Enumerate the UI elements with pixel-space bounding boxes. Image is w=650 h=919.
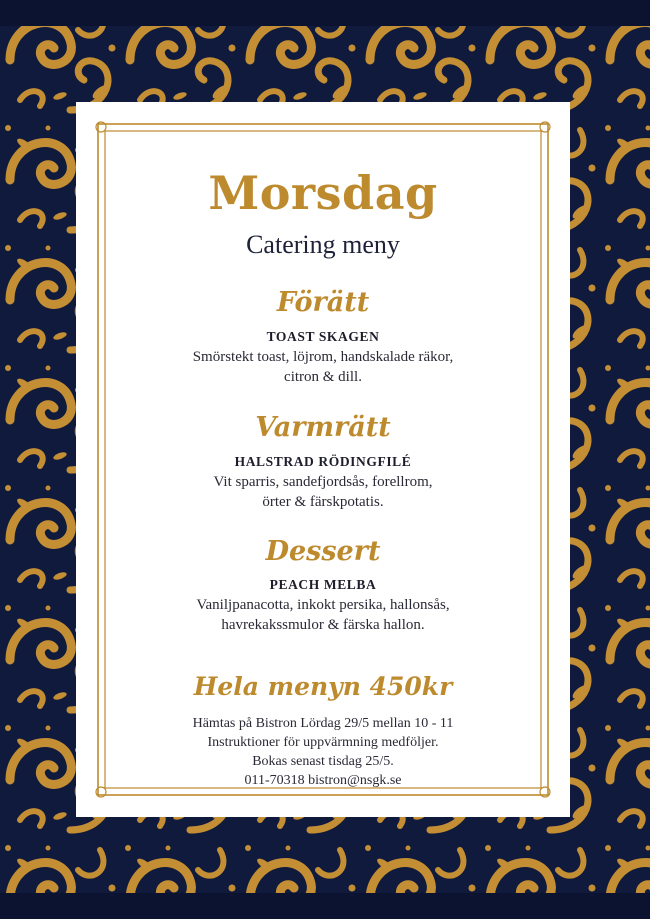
description-line: Vit sparris, sandefjordsås, forellrom, [213,474,433,490]
pickup-time-line: Hämtas på Bistron Lördag 29/5 mellan 10 - 11 [192,716,454,731]
dish-name-rodingfile: HALSTRAD RÖDINGFILÉ [234,454,412,469]
dish-description-peach-melba [76,595,570,635]
dish-description-rodingfile [76,472,570,512]
top-edge-band [0,0,650,26]
menu-price: Hela menyn 450kr [193,672,453,701]
menu-subtitle: Catering meny [246,230,400,259]
booking-deadline-line: Bokas senast tisdag 25/5. [252,754,394,769]
section-heading-forratt: Förätt [276,287,370,318]
description-line: citron & dill. [284,369,362,385]
description-line: örter & färskpotatis. [262,494,384,510]
menu-card [76,102,570,817]
section-heading-dessert: Dessert [265,536,381,567]
dish-name-toast-skagen: TOAST SKAGEN [266,329,380,344]
dish-name-peach-melba: PEACH MELBA [269,577,377,592]
pickup-info [76,714,570,790]
heating-instructions-line: Instruktioner för uppvärmning medföljer. [207,735,439,750]
description-line: Smörstekt toast, löjrom, handskalade räkor, [192,349,454,365]
description-line: havrekakssmulor & färska hallon. [221,617,425,633]
dish-description-toast-skagen [76,347,570,387]
section-heading-varmratt: Varmrätt [255,412,391,443]
contact-line: 011-70318 bistron@nsgk.se [244,773,402,788]
menu-content [76,102,570,817]
description-line: Vaniljpanacotta, inkokt persika, hallonsås, [196,597,450,613]
menu-title: Morsdag [208,166,438,220]
bottom-edge-band [0,893,650,919]
